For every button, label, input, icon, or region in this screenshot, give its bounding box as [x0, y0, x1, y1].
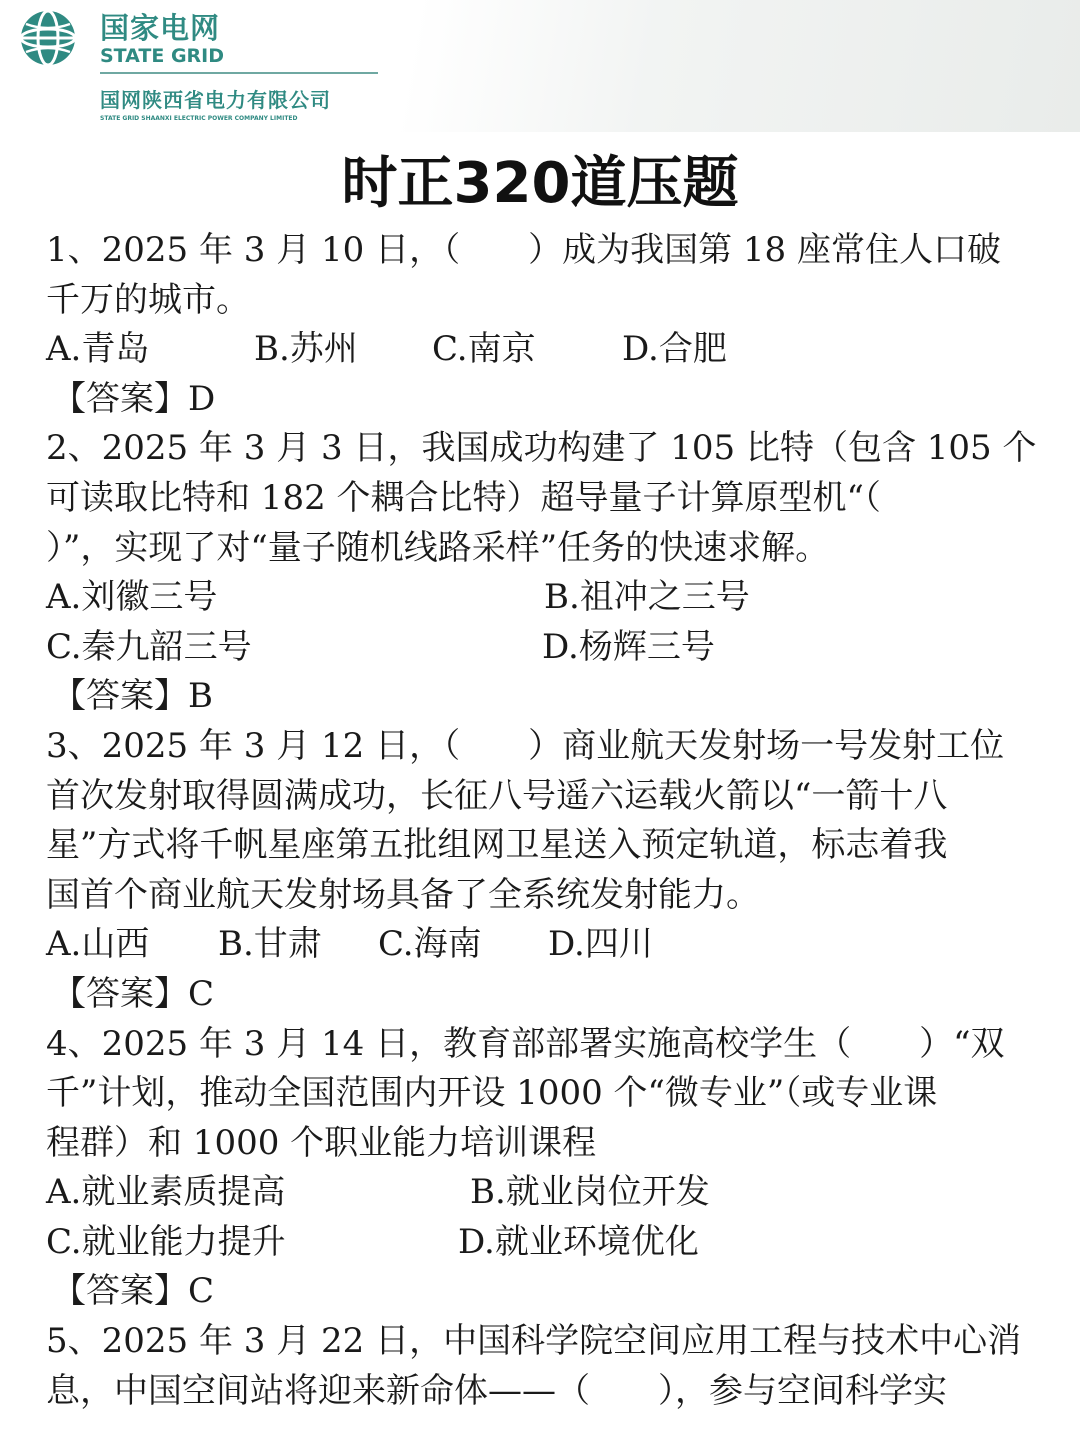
option-a: A.就业素质提高 — [46, 1172, 286, 1213]
option-d: D.杨辉三号 — [542, 626, 715, 667]
answer-line: 【答案】C — [52, 973, 215, 1014]
question-stem-line: 首次发射取得圆满成功，长征八号遥六运载火箭以“一箭十八 — [46, 775, 948, 816]
brand-name-cn: 国家电网 — [100, 11, 221, 45]
question-stem-line: 可读取比特和 182 个耦合比特）超导量子计算原型机“（ — [46, 477, 881, 518]
option-d: D.四川 — [548, 924, 653, 965]
answer-line: 【答案】D — [52, 378, 216, 419]
option-row — [46, 1168, 1046, 1218]
option-b: B.甘肃 — [218, 924, 322, 965]
option-c: C.南京 — [432, 329, 536, 370]
company-name-cn: 国网陕西省电力有限公司 — [100, 88, 331, 112]
question-stem-line: 4、2025 年 3 月 14 日，教育部部署实施高校学生（ ）“双 — [46, 1023, 1005, 1064]
option-b: B.苏州 — [254, 329, 358, 370]
header-banner — [0, 0, 1080, 132]
question-stem-line: 3、2025 年 3 月 12 日，（ ）商业航天发射场一号发射工位 — [46, 725, 1005, 766]
question-stem-line: 2、2025 年 3 月 3 日，我国成功构建了 105 比特（包含 105 个 — [46, 428, 1037, 469]
question-list — [46, 226, 1046, 1416]
option-row — [46, 623, 1046, 673]
option-a: A.青岛 — [46, 329, 150, 370]
question-stem-line: 星”方式将千帆星座第五批组网卫星送入预定轨道，标志着我 — [46, 825, 948, 866]
option-row — [46, 920, 1046, 970]
brand-name-en: STATE GRID — [100, 45, 225, 67]
page-title: 时正320道压题 — [341, 151, 739, 216]
option-d: D.就业环境优化 — [458, 1221, 699, 1262]
answer-line: 【答案】C — [52, 1271, 215, 1312]
question-stem-line: 1、2025 年 3 月 10 日，（ ）成为我国第 18 座常住人口破 — [46, 230, 1001, 270]
option-d: D.合肥 — [622, 329, 727, 370]
question-stem-line: 5、2025 年 3 月 22 日，中国科学院空间应用工程与技术中心消 — [46, 1321, 1022, 1362]
brand-divider — [100, 72, 378, 74]
question-stem-line: 千”计划，推动全国范围内开设 1000 个“微专业”（或专业课 — [46, 1073, 938, 1114]
option-a: A.刘徽三号 — [46, 577, 218, 618]
option-c: C.就业能力提升 — [46, 1221, 286, 1262]
option-c: C.秦九韶三号 — [46, 626, 252, 667]
state-grid-globe-icon — [18, 8, 78, 68]
option-b: B.祖冲之三号 — [544, 577, 750, 618]
option-row — [46, 1218, 1046, 1268]
option-b: B.就业岗位开发 — [470, 1172, 710, 1213]
question-stem-line: 国首个商业航天发射场具备了全系统发射能力。 — [46, 874, 760, 915]
question-stem-line: 千万的城市。 — [46, 279, 250, 320]
question-stem-line: ）”，实现了对“量子随机线路采样”任务的快速求解。 — [46, 527, 830, 568]
option-row — [46, 325, 1046, 375]
option-row — [46, 573, 1046, 623]
question-stem-line: 息，中国空间站将迎来新命体——（ ），参与空间科学实 — [46, 1370, 947, 1411]
question-stem-line: 程群）和 1000 个职业能力培训课程 — [46, 1122, 597, 1163]
answer-line: 【答案】B — [52, 676, 213, 717]
option-a: A.山西 — [46, 924, 150, 965]
option-c: C.海南 — [378, 924, 482, 965]
company-name-en: STATE GRID SHAANXI ELECTRIC POWER COMPANY LIMITED — [100, 115, 298, 122]
